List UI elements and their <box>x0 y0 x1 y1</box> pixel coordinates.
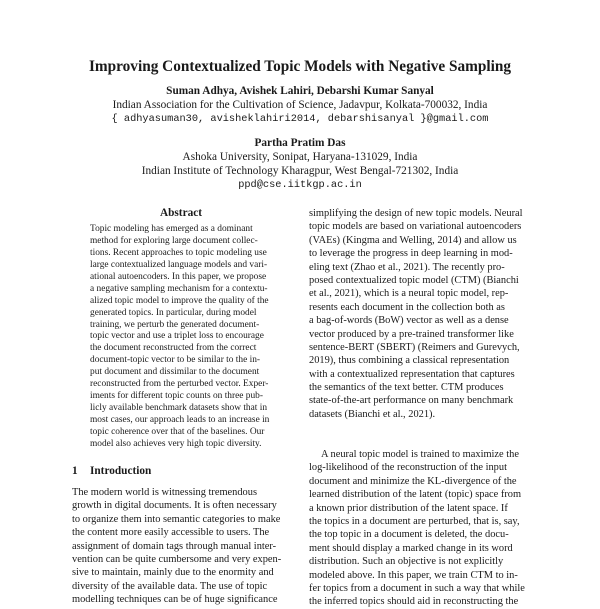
text-line: a bag-of-words (BoW) vector as well as a dense <box>309 315 509 327</box>
text-line: topic models are based on variational autoencoders <box>309 221 522 233</box>
text-line: sentence-BERT (SBERT) (Reimers and Gurevych, <box>309 341 520 353</box>
text-line: modelling techniques can be of huge significance <box>72 594 278 606</box>
text-line: alized topic model to improve the quality of the <box>90 295 269 306</box>
text-line: to leverage the progress in deep learning in mod- <box>309 248 513 260</box>
affiliation-iacs: Indian Association for the Cultivation of Science, Jadavpur, Kolkata-700032, India <box>112 99 488 111</box>
authors-group-1: Suman Adhya, Avishek Lahiri, Debarshi Kumar Sanyal <box>166 85 434 97</box>
text-line: et al., 2021), which is a neural topic model, rep- <box>309 288 509 300</box>
text-line: Topic modeling has emerged as a dominant <box>90 224 253 234</box>
affiliation-iit-kharagpur: Indian Institute of Technology Kharagpur, West Bengal-721302, India <box>141 165 459 177</box>
text-line: growth in digital documents. It is often necessary <box>72 500 277 512</box>
text-line: log-likelihood of the reconstruction of the input <box>309 462 507 474</box>
text-line: the topics in a document are perturbed, that is, say, <box>309 515 520 527</box>
text-line: ational autoencoders. In this paper, we propose <box>90 271 267 282</box>
text-line: sive to maintain, mainly due to the enormity and <box>72 567 274 579</box>
text-line: the document reconstructed from the correct <box>90 343 257 354</box>
text-line: the content more easily accessible to users. The <box>72 527 270 539</box>
text-line: put document and dissimilar to the document <box>90 367 260 378</box>
text-line: generated topics. In particular, during model <box>90 307 257 318</box>
text-line: learned distribution of the latent (topic) space from <box>309 489 522 501</box>
section-heading-introduction <box>72 464 151 478</box>
text-line: most cases, our approach leads to an increase in <box>90 415 270 425</box>
text-line: method for exploring large document collec- <box>90 235 258 246</box>
section-number: 1 <box>72 465 78 477</box>
text-line: state-of-the-art performance on many benchmark <box>309 395 514 407</box>
text-line: 2019), thus combining a classical representation <box>309 355 510 367</box>
author-partha-pratim-das: Partha Pratim Das <box>254 137 346 149</box>
text-line: the top topic in a document is deleted, the docu- <box>309 529 509 541</box>
text-line: diversity of the available data. The use of topic <box>72 580 268 592</box>
text-line: to organize them into semantic categories to make <box>72 513 281 525</box>
text-line: posed contextualized topic model (CTM) (Bianchi <box>309 274 519 286</box>
text-line: with a contextualized representation that captures <box>309 368 515 380</box>
text-line: simplifying the design of new topic models. Neural <box>309 208 523 219</box>
text-line: fer topics from a document in such a way that while <box>309 582 525 594</box>
right-column-paragraph-1 <box>309 207 527 421</box>
abstract-body <box>72 224 290 451</box>
text-line: The modern world is witnessing tremendous <box>72 487 257 498</box>
email-partha[interactable]: ppd@cse.iitkgp.ac.in <box>238 179 362 191</box>
section-title: Introduction <box>90 465 152 477</box>
text-line: datasets (Bianchi et al., 2021). <box>309 408 436 420</box>
text-line: ment should display a marked change in its word <box>309 542 513 554</box>
text-line: eling text (Zhao et al., 2021). The recently pro- <box>309 261 505 273</box>
text-line: topic coherence over that of the baselines. Our <box>90 426 265 437</box>
text-line: document-topic vector to be similar to the in- <box>90 355 261 366</box>
text-line: reconstructed from the perturbed vector. Exper- <box>90 379 269 390</box>
text-line: the semantics of the text better. CTM produces <box>309 382 504 394</box>
text-line: modeled above. In this paper, we train CTM to in- <box>309 569 518 581</box>
text-line: distribution. Such an objective is not explicitly <box>309 556 504 568</box>
introduction-body <box>72 486 290 607</box>
text-line: document and minimize the KL-divergence of the <box>309 475 517 487</box>
text-line: large contextualized language models and vari- <box>90 259 268 270</box>
text-line: a negative sampling mechanism for a contextu- <box>90 283 268 294</box>
text-line: the inferred topics should aid in reconstructing the <box>309 596 519 608</box>
text-line: A neural topic model is trained to maximize the <box>321 449 519 460</box>
text-line: (VAEs) (Kingma and Welling, 2014) and allow us <box>309 234 517 246</box>
text-line: tions. Recent approaches to topic modeling use <box>90 247 267 258</box>
text-line: iments for different topic counts on three pub- <box>90 391 263 402</box>
text-line: topic vector and use a triplet loss to encourage <box>90 331 264 342</box>
abstract-heading: Abstract <box>159 207 203 219</box>
text-line: vention can be quite cumbersome and very expen- <box>72 553 282 565</box>
text-line: a known prior distribution of the latent space. If <box>309 502 508 514</box>
right-column-paragraph-2 <box>309 448 527 609</box>
text-line: training, we perturb the generated document- <box>90 319 260 330</box>
text-line: model also achieves very high topic diversity. <box>90 438 262 449</box>
affiliation-ashoka: Ashoka University, Sonipat, Haryana-131029, India <box>182 151 418 163</box>
text-line: licly available benchmark datasets show that in <box>90 403 268 414</box>
paper-title: Improving Contextualized Topic Models with Negative Sampling <box>88 58 512 75</box>
text-line: vector produced by a pre-trained transformer like <box>309 328 514 340</box>
text-line: resents each document in the collection both as <box>309 301 505 313</box>
text-line: assignment of domain tags through manual inter- <box>72 540 277 552</box>
email-group-1[interactable]: { adhyasuman30, avisheklahiri2014, debarshisanyal }@gmail.com <box>111 113 489 125</box>
